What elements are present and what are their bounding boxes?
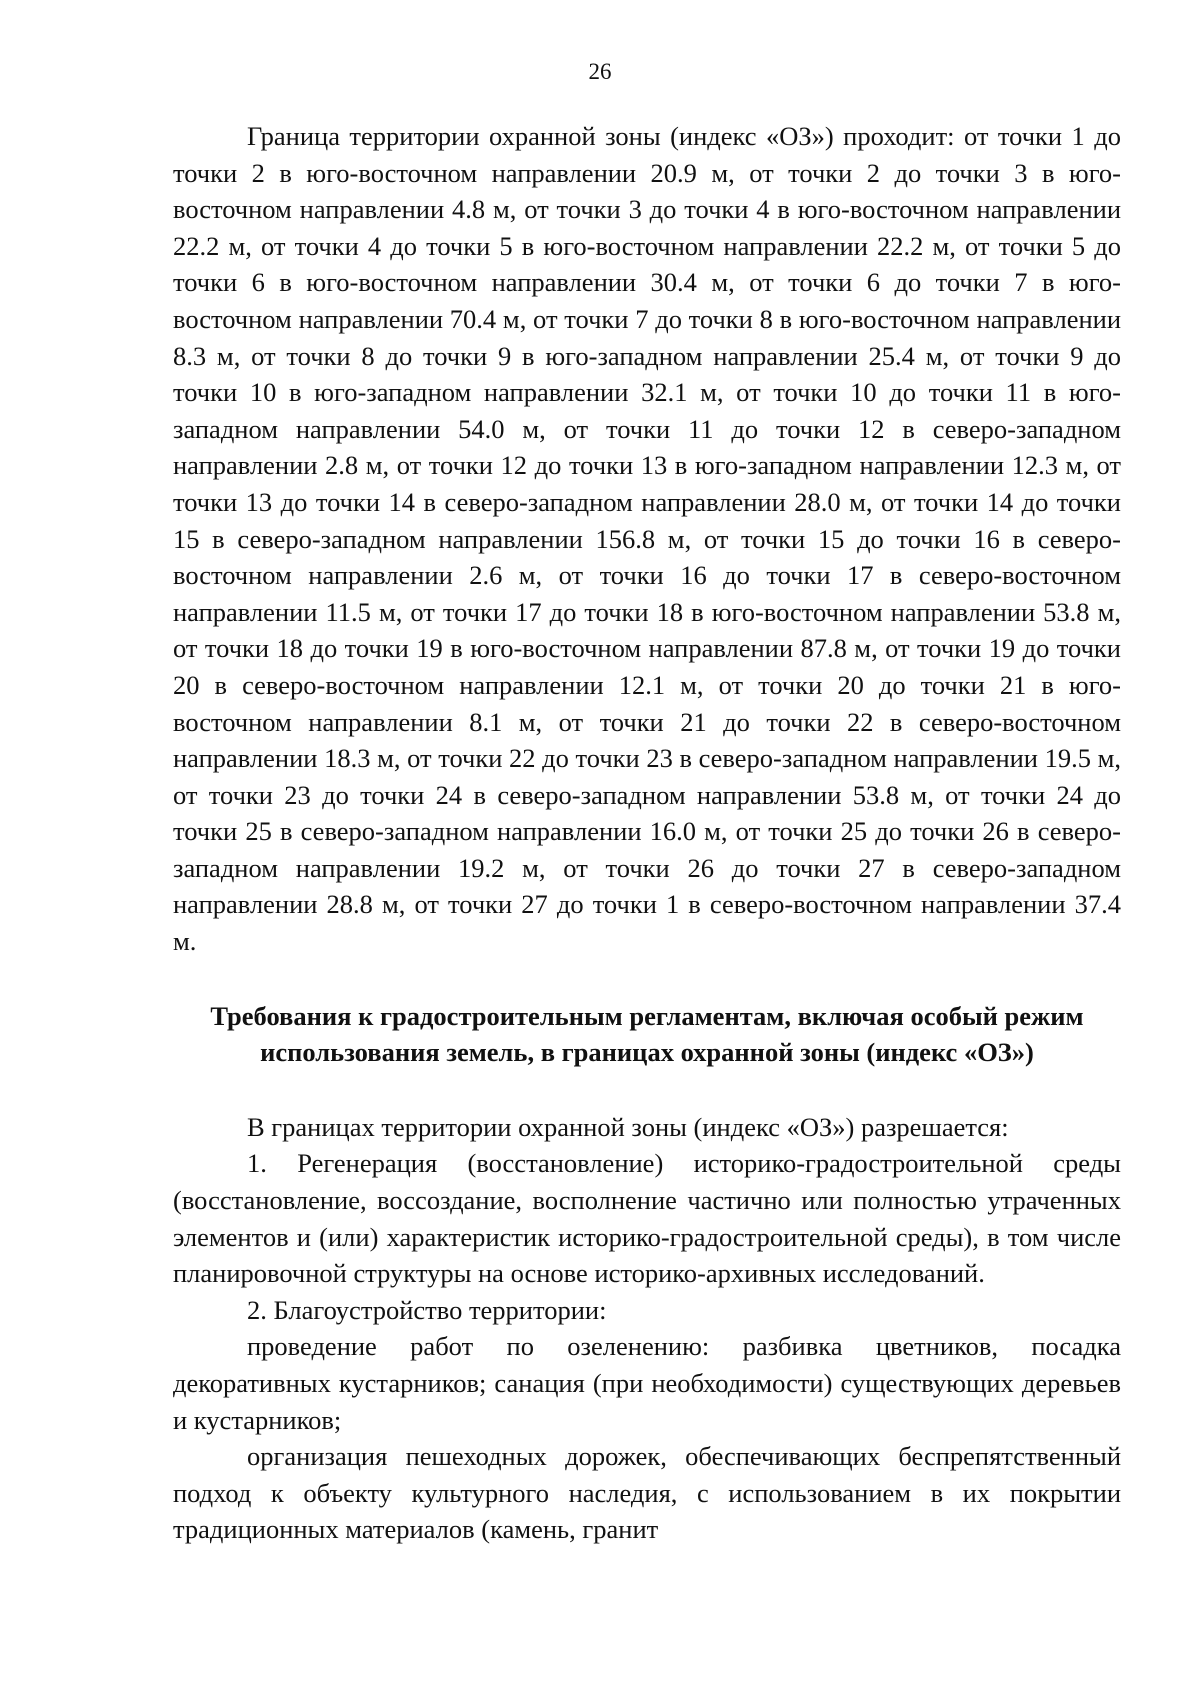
paragraph-boundary-description: Граница территории охранной зоны (индекс «ОЗ») проходит: от точки 1 до точки 2 в юго-восточном направлении 20.9 м, от точки 2 до точки 3 в юго-восточном направлении 4.8 м, от точки 3 до точки 4 в юго-восточном направлении 22.2 м, от точки 4 до точки 5 в юго-восточном направлении 22.2 м, от точки 5 до точки 6 в юго-восточном направлении 30.4 м, от точки 6 до точки 7 в юго-восточном направлении 70.4 м, от точки 7 до точки 8 в юго-восточном направлении 8.3 м, от точки 8 до точки 9 в юго-западном направлении 25.4 м, от точки 9 до точки 10 в юго-западном направлении 32.1 м, от точки 10 до точки 11 в юго-западном направлении 54.0 м, от точки 11 до точки 12 в северо-западном направлении 2.8 м, от точки 12 до точки 13 в юго-западном направлении 12.3 м, от точки 13 до точки 14 в северо-западном направлении 28.0 м, от точки 14 до точки 15 в северо-западном направлении 156.8 м, от точки 15 до точки 16 в северо-восточном направлении 2.6 м, от точки 16 до точки 17 в северо-восточном направлении 11.5 м, от точки 17 до точки 18 в юго-восточном направлении 53.8 м, от точки 18 до точки 19 в юго-восточном направлении 87.8 м, от точки 19 до точки 20 в северо-восточном направлении 12.1 м, от точки 20 до точки 21 в юго-восточном направлении 8.1 м, от точки 21 до точки 22 в северо-восточном направлении 18.3 м, от точки 22 до точки 23 в северо-западном направлении 19.5 м, от точки 23 до точки 24 в северо-западном направлении 53.8 м, от точки 24 до точки 25 в северо-западном направлении 16.0 м, от точки 25 до точки 26 в северо-западном направлении 19.2 м, от точки 26 до точки 27 в северо-западном направлении 28.8 м, от точки 27 до точки 1 в северо-восточном направлении 37.4 м. [173,121,1122,957]
section-heading [173,998,1121,1071]
paragraph-pedestrian-paths: организация пешеходных дорожек, обеспечивающих беспрепятственный подход к объекту культурного наследия, с использованием в их покрытии традиционных материалов (камень, гранит [173,1441,1121,1545]
document-body [173,118,1121,1548]
section-heading-line-1: Требования к градостроительным регламентам, включая особый режим [210,1000,1084,1031]
paragraph-greening: проведение работ по озеленению: разбивка цветников, посадка декоративных кустарников; санация (при необходимости) существующих деревьев и кустарников; [173,1331,1121,1435]
paragraph-allowed-intro: В границах территории охранной зоны (индекс «ОЗ») разрешается: [247,1111,1009,1142]
list-item-regeneration: 1. Регенерация (восстановление) историко-градостроительной среды (восстановление, воссоздание, восполнение частично или полностью утраченных элементов и (или) характеристик историко-градостроительной среды), в том числе планировочной структуры на основе историко-архивных исследований. [173,1148,1121,1289]
list-item-landscaping: 2. Благоустройство территории: [247,1294,607,1325]
page-number: 26 [588,59,612,84]
section-heading-line-2: использования земель, в границах охранной зоны (индекс «ОЗ») [260,1037,1034,1068]
